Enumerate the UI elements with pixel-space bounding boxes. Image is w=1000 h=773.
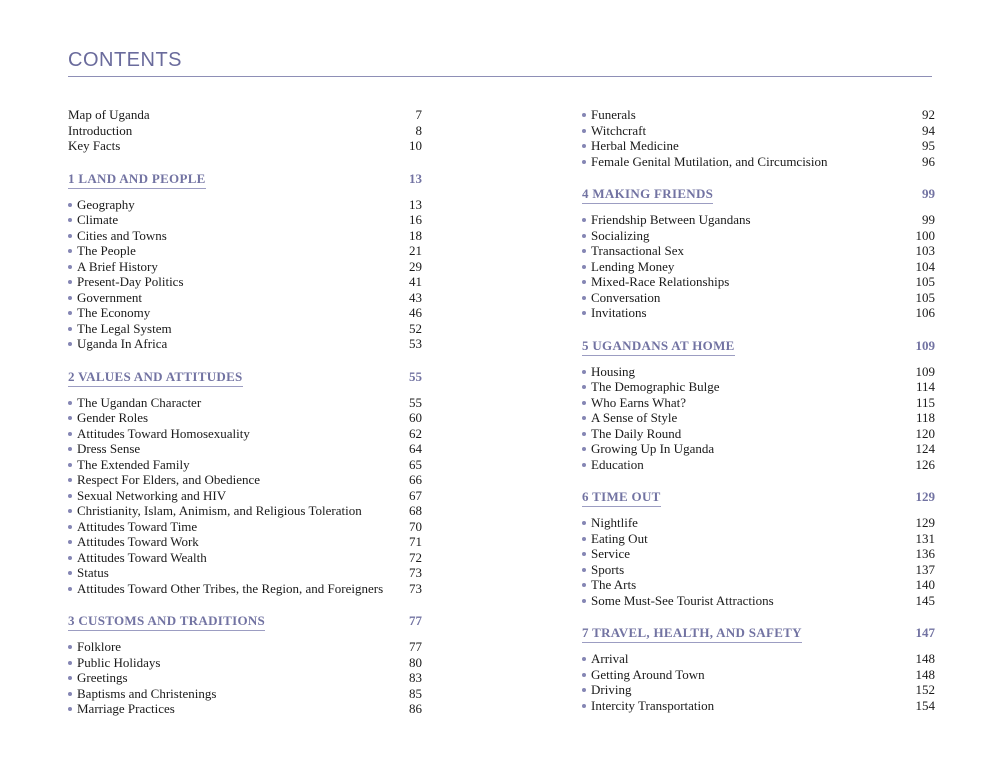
- chapter-title: 6 TIME OUT: [582, 489, 661, 507]
- entry-title: The Ugandan Character: [68, 395, 201, 411]
- bullet-icon: [68, 249, 72, 253]
- entry-title: Nightlife: [582, 515, 638, 531]
- toc-entry[interactable]: [582, 593, 935, 609]
- bullet-icon: [582, 447, 586, 451]
- toc-entry[interactable]: [582, 441, 935, 457]
- chapter-heading[interactable]: [582, 625, 935, 643]
- entry-title: Some Must-See Tourist Attractions: [582, 593, 774, 609]
- entry-title: Getting Around Town: [582, 667, 705, 683]
- page-number: 154: [915, 697, 935, 713]
- toc-entry[interactable]: [68, 655, 422, 671]
- toc-entry[interactable]: [582, 698, 935, 714]
- page-number: 53: [409, 336, 422, 351]
- entry-title: Cities and Towns: [68, 228, 167, 244]
- bullet-icon: [582, 370, 586, 374]
- entry-title: Arrival: [582, 651, 629, 667]
- bullet-icon: [68, 463, 72, 467]
- entry-title: Climate: [68, 212, 118, 228]
- page-number: 18: [409, 227, 422, 243]
- page-number: 94: [922, 122, 935, 138]
- toc-entry[interactable]: [68, 290, 422, 306]
- entry-title: Sports: [582, 562, 624, 578]
- page-number: 16: [409, 212, 422, 227]
- entry-title: Female Genital Mutilation, and Circumcision: [582, 154, 827, 170]
- entry-title: Government: [68, 290, 142, 306]
- toc-entry[interactable]: [582, 107, 935, 123]
- title-divider: [68, 76, 932, 77]
- chapter-heading[interactable]: [582, 186, 935, 204]
- entry-title: A Sense of Style: [582, 410, 677, 426]
- bullet-icon: [582, 568, 586, 572]
- entry-title: Marriage Practices: [68, 701, 175, 717]
- entry-title: Education: [582, 457, 644, 473]
- page-number: 80: [409, 654, 422, 670]
- toc-right-column: [582, 107, 935, 713]
- bullet-icon: [68, 676, 72, 680]
- bullet-icon: [68, 327, 72, 331]
- entry-title: Folklore: [68, 639, 121, 655]
- bullet-icon: [582, 552, 586, 556]
- toc-entry[interactable]: [582, 426, 935, 442]
- toc-entry[interactable]: [582, 531, 935, 547]
- toc-entry[interactable]: [68, 457, 422, 473]
- page-number: 106: [915, 305, 935, 320]
- entry-title: Attitudes Toward Other Tribes, the Region, and Foreigners: [68, 581, 383, 597]
- entry-title: Lending Money: [582, 259, 674, 275]
- entry-title: Conversation: [582, 290, 660, 306]
- bullet-icon: [582, 144, 586, 148]
- page-number: 83: [409, 670, 422, 685]
- front-matter-entry[interactable]: [68, 123, 422, 139]
- toc-entry[interactable]: [582, 577, 935, 593]
- bullet-icon: [68, 478, 72, 482]
- toc-entry[interactable]: [582, 562, 935, 578]
- page-number: 148: [915, 666, 935, 682]
- entry-title: Map of Uganda: [68, 107, 150, 122]
- bullet-icon: [68, 525, 72, 529]
- toc-entry[interactable]: [582, 154, 935, 170]
- toc-entry[interactable]: [582, 212, 935, 228]
- bullet-icon: [68, 692, 72, 696]
- page-number: 95: [922, 138, 935, 153]
- bullet-icon: [68, 494, 72, 498]
- page-number: 85: [409, 685, 422, 701]
- entry-title: The People: [68, 243, 136, 259]
- entry-title: Service: [582, 546, 630, 562]
- bullet-icon: [582, 280, 586, 284]
- toc-entry[interactable]: [582, 228, 935, 244]
- chapter-title: 7 TRAVEL, HEALTH, AND SAFETY: [582, 625, 802, 643]
- page-number: 126: [915, 456, 935, 472]
- page-number: 46: [409, 305, 422, 320]
- page-number: 68: [409, 503, 422, 518]
- entry-title: Eating Out: [582, 531, 648, 547]
- page-number: 105: [915, 289, 935, 305]
- chapter-heading[interactable]: [582, 338, 935, 356]
- page-number: 140: [915, 577, 935, 592]
- entry-title: Funerals: [582, 107, 636, 123]
- toc-entry[interactable]: [68, 243, 422, 259]
- bullet-icon: [68, 218, 72, 222]
- entry-title: Who Earns What?: [582, 395, 686, 411]
- chapter-page-number: 129: [915, 489, 935, 504]
- bullet-icon: [68, 509, 72, 513]
- entry-title: The Demographic Bulge: [582, 379, 720, 395]
- page-number: 120: [915, 425, 935, 441]
- page-number: 67: [409, 487, 422, 503]
- toc-entry[interactable]: [68, 701, 422, 717]
- toc-entry[interactable]: [582, 667, 935, 683]
- entry-title: The Legal System: [68, 321, 172, 337]
- toc-entry[interactable]: [582, 364, 935, 380]
- page-number: 124: [915, 441, 935, 456]
- toc-entry[interactable]: [68, 534, 422, 550]
- toc-entry[interactable]: [68, 670, 422, 686]
- toc-entry[interactable]: [582, 138, 935, 154]
- bullet-icon: [582, 599, 586, 603]
- page-number: 104: [915, 258, 935, 274]
- page-number: 7: [415, 107, 422, 122]
- bullet-icon: [68, 203, 72, 207]
- page-number: 52: [409, 320, 422, 336]
- page-number: 29: [409, 258, 422, 274]
- bullet-icon: [68, 707, 72, 711]
- bullet-icon: [68, 265, 72, 269]
- entry-title: A Brief History: [68, 259, 158, 275]
- chapter-page-number: 55: [409, 368, 422, 384]
- page-number: 8: [415, 122, 422, 138]
- page-number: 73: [409, 565, 422, 580]
- bullet-icon: [68, 571, 72, 575]
- toc-entry[interactable]: [68, 550, 422, 566]
- chapter-page-number: 99: [922, 186, 935, 201]
- bullet-icon: [582, 416, 586, 420]
- entry-title: The Economy: [68, 305, 150, 321]
- toc-entry[interactable]: [68, 321, 422, 337]
- page-number: 73: [409, 580, 422, 596]
- entry-title: Dress Sense: [68, 441, 140, 457]
- page-number: 145: [915, 592, 935, 608]
- bullet-icon: [582, 583, 586, 587]
- page-number: 77: [409, 639, 422, 654]
- page-number: 62: [409, 425, 422, 441]
- page-number: 86: [409, 701, 422, 716]
- bullet-icon: [582, 234, 586, 238]
- entry-title: Introduction: [68, 122, 133, 138]
- bullet-icon: [582, 537, 586, 541]
- page-number: 72: [409, 549, 422, 565]
- entry-title: The Daily Round: [582, 426, 681, 442]
- bullet-icon: [582, 129, 586, 133]
- bullet-icon: [68, 540, 72, 544]
- page-number: 41: [409, 274, 422, 289]
- toc-entry[interactable]: [68, 336, 422, 352]
- entry-title: Baptisms and Christenings: [68, 686, 216, 702]
- entry-title: The Arts: [582, 577, 636, 593]
- chapter-title: 2 VALUES AND ATTITUDES: [68, 369, 243, 387]
- toc-entry[interactable]: [582, 259, 935, 275]
- chapter-page-number: 13: [409, 170, 422, 186]
- entry-title: Present-Day Politics: [68, 274, 184, 290]
- page-number: 21: [409, 243, 422, 258]
- page-number: 131: [915, 530, 935, 546]
- toc-entry[interactable]: [68, 197, 422, 213]
- bullet-icon: [582, 463, 586, 467]
- toc-entry[interactable]: [582, 379, 935, 395]
- page-number: 99: [922, 212, 935, 227]
- page-number: 148: [915, 651, 935, 666]
- toc-entry[interactable]: [582, 243, 935, 259]
- bullet-icon: [68, 416, 72, 420]
- entry-title: The Extended Family: [68, 457, 190, 473]
- front-matter-entry[interactable]: [68, 138, 422, 154]
- page-number: 115: [915, 394, 935, 410]
- toc-entry[interactable]: [68, 686, 422, 702]
- entry-title: Sexual Networking and HIV: [68, 488, 226, 504]
- bullet-icon: [582, 401, 586, 405]
- bullet-icon: [582, 432, 586, 436]
- chapter-heading[interactable]: [68, 369, 422, 387]
- toc-entry[interactable]: [582, 651, 935, 667]
- toc-entry[interactable]: [68, 639, 422, 655]
- bullet-icon: [582, 218, 586, 222]
- page-number: 65: [409, 456, 422, 472]
- entry-title: Greetings: [68, 670, 128, 686]
- bullet-icon: [68, 645, 72, 649]
- bullet-icon: [582, 113, 586, 117]
- bullet-icon: [582, 673, 586, 677]
- toc-left-column: [68, 107, 422, 717]
- entry-title: Herbal Medicine: [582, 138, 679, 154]
- chapter-heading[interactable]: [68, 171, 422, 189]
- chapter-title: 4 MAKING FRIENDS: [582, 186, 713, 204]
- chapter-heading[interactable]: [68, 613, 422, 631]
- toc-entry[interactable]: [68, 410, 422, 426]
- bullet-icon: [582, 311, 586, 315]
- entry-title: Growing Up In Uganda: [582, 441, 714, 457]
- toc-entry[interactable]: [68, 426, 422, 442]
- page-number: 92: [922, 107, 935, 122]
- bullet-icon: [582, 657, 586, 661]
- page-number: 136: [915, 546, 935, 561]
- bullet-icon: [68, 234, 72, 238]
- page-number: 55: [409, 394, 422, 410]
- entry-title: Invitations: [582, 305, 647, 321]
- chapter-page-number: 77: [409, 613, 422, 628]
- toc-entry[interactable]: [68, 441, 422, 457]
- toc-entry[interactable]: [582, 290, 935, 306]
- bullet-icon: [68, 311, 72, 315]
- page-number: 70: [409, 518, 422, 534]
- toc-entry[interactable]: [68, 488, 422, 504]
- bullet-icon: [582, 704, 586, 708]
- toc-entry[interactable]: [582, 410, 935, 426]
- page-number: 64: [409, 441, 422, 456]
- page-number: 13: [409, 196, 422, 212]
- toc-entry[interactable]: [68, 565, 422, 581]
- bullet-icon: [68, 447, 72, 451]
- entry-title: Housing: [582, 364, 635, 380]
- bullet-icon: [582, 160, 586, 164]
- front-matter-entry[interactable]: [68, 107, 422, 123]
- toc-entry[interactable]: [582, 274, 935, 290]
- entry-title: Friendship Between Ugandans: [582, 212, 751, 228]
- entry-title: Attitudes Toward Work: [68, 534, 199, 550]
- toc-entry[interactable]: [68, 472, 422, 488]
- bullet-icon: [582, 688, 586, 692]
- page-number: 114: [915, 379, 935, 394]
- page-number: 60: [409, 410, 422, 425]
- page-number: 152: [915, 682, 935, 697]
- toc-entry[interactable]: [68, 395, 422, 411]
- bullet-icon: [68, 296, 72, 300]
- chapter-page-number: 147: [915, 625, 935, 640]
- entry-title: Driving: [582, 682, 631, 698]
- entry-title: Intercity Transportation: [582, 698, 714, 714]
- bullet-icon: [68, 401, 72, 405]
- entry-title: Christianity, Islam, Animism, and Religious Toleration: [68, 503, 362, 519]
- entry-title: Attitudes Toward Homosexuality: [68, 426, 250, 442]
- bullet-icon: [582, 249, 586, 253]
- toc-entry[interactable]: [582, 682, 935, 698]
- entry-title: Transactional Sex: [582, 243, 684, 259]
- toc-entry[interactable]: [582, 123, 935, 139]
- toc-entry[interactable]: [68, 259, 422, 275]
- chapter-heading[interactable]: [582, 489, 935, 507]
- entry-title: Public Holidays: [68, 655, 160, 671]
- page-number: 66: [409, 472, 422, 487]
- bullet-icon: [68, 432, 72, 436]
- page-number: 129: [915, 515, 935, 530]
- bullet-icon: [68, 587, 72, 591]
- entry-title: Key Facts: [68, 138, 121, 153]
- toc-entry[interactable]: [582, 395, 935, 411]
- page-number: 96: [922, 153, 935, 169]
- chapter-page-number: 109: [915, 337, 935, 353]
- bullet-icon: [582, 265, 586, 269]
- page-number: 43: [409, 289, 422, 305]
- bullet-icon: [68, 342, 72, 346]
- page-number: 109: [915, 363, 935, 379]
- entry-title: Uganda In Africa: [68, 336, 167, 352]
- page-number: 10: [409, 138, 422, 153]
- page-number: 118: [915, 410, 935, 425]
- bullet-icon: [68, 280, 72, 284]
- chapter-title: 3 CUSTOMS AND TRADITIONS: [68, 613, 265, 631]
- entry-title: Status: [68, 565, 109, 581]
- toc-entry[interactable]: [582, 457, 935, 473]
- bullet-icon: [582, 385, 586, 389]
- page-number: 137: [915, 561, 935, 577]
- toc-entry[interactable]: [68, 228, 422, 244]
- chapter-title: 1 LAND AND PEOPLE: [68, 171, 206, 189]
- entry-title: Respect For Elders, and Obedience: [68, 472, 260, 488]
- toc-entry[interactable]: [68, 305, 422, 321]
- page-number: 103: [915, 243, 935, 258]
- entry-title: Attitudes Toward Time: [68, 519, 197, 535]
- toc-entry[interactable]: [68, 274, 422, 290]
- bullet-icon: [68, 661, 72, 665]
- toc-entry[interactable]: [582, 546, 935, 562]
- page-number: 71: [409, 534, 422, 549]
- entry-title: Geography: [68, 197, 135, 213]
- entry-title: Socializing: [582, 228, 650, 244]
- entry-title: Witchcraft: [582, 123, 646, 139]
- entry-title: Gender Roles: [68, 410, 148, 426]
- page-title: CONTENTS: [68, 49, 182, 71]
- toc-entry[interactable]: [68, 519, 422, 535]
- entry-title: Mixed-Race Relationships: [582, 274, 729, 290]
- page-number: 105: [915, 274, 935, 289]
- entry-title: Attitudes Toward Wealth: [68, 550, 207, 566]
- bullet-icon: [582, 296, 586, 300]
- chapter-title: 5 UGANDANS AT HOME: [582, 338, 735, 356]
- toc-entry[interactable]: [68, 503, 422, 519]
- bullet-icon: [68, 556, 72, 560]
- toc-entry[interactable]: [68, 212, 422, 228]
- page-number: 100: [915, 227, 935, 243]
- toc-entry[interactable]: [582, 515, 935, 531]
- bullet-icon: [582, 521, 586, 525]
- toc-entry[interactable]: [68, 581, 422, 597]
- toc-entry[interactable]: [582, 305, 935, 321]
